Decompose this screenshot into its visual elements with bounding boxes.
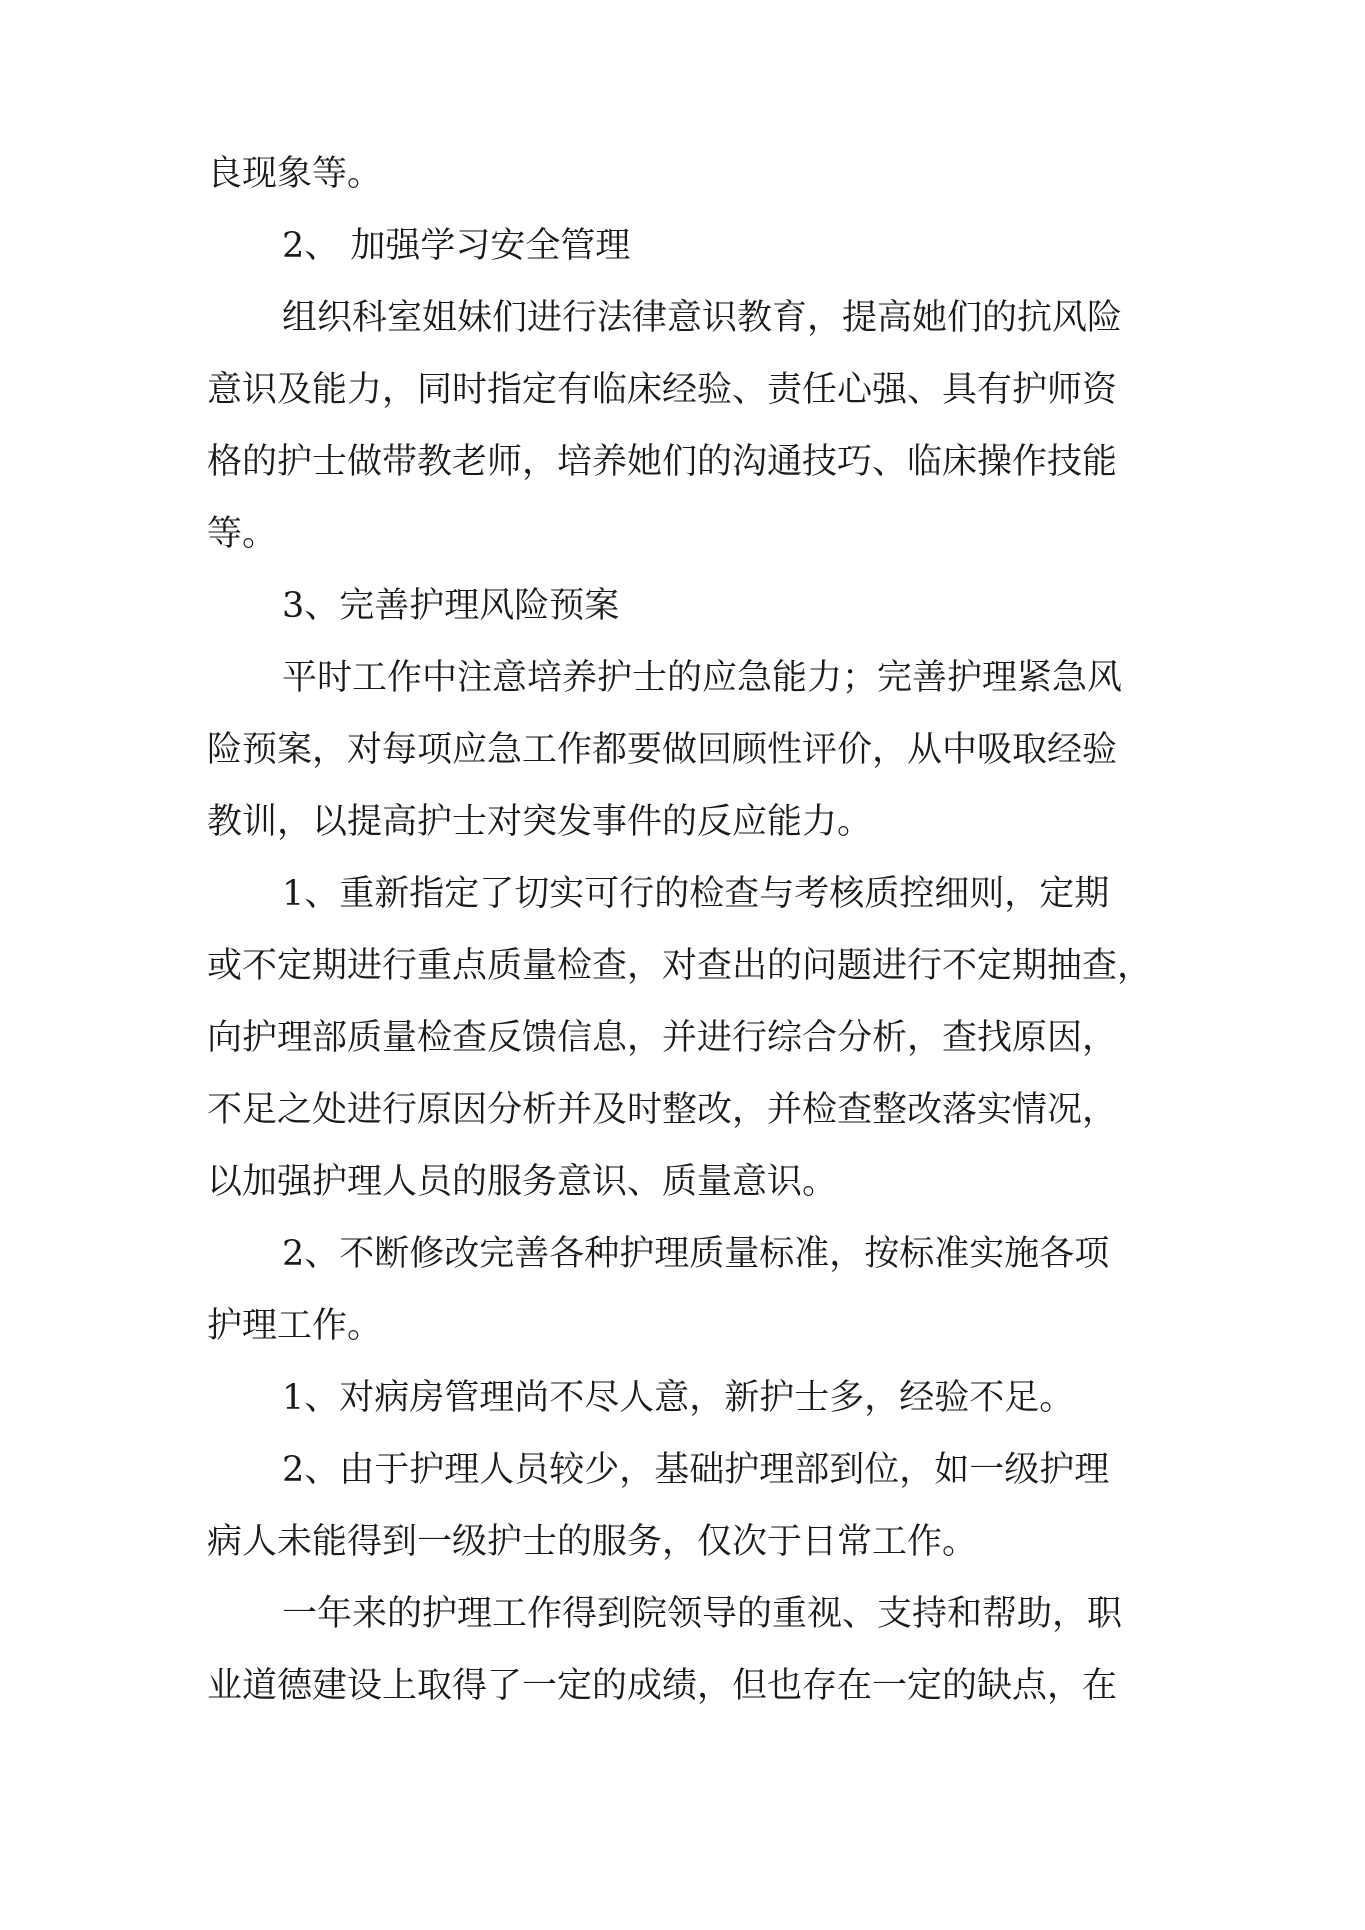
section-heading: 3、完善护理风险预案: [282, 586, 620, 626]
text-line: 病人未能得到一级护士的服务，仅次于日常工作。: [207, 1522, 978, 1562]
text-line: 意识及能力，同时指定有临床经验、责任心强、具有护师资: [207, 370, 1118, 410]
text-line: 格的护士做带教老师，培养她们的沟通技巧、临床操作技能: [207, 442, 1118, 482]
text-line: 1、对病房管理尚不尽人意，新护士多，经验不足。: [282, 1378, 1075, 1418]
text-line: 2、由于护理人员较少，基础护理部到位，如一级护理: [282, 1450, 1110, 1490]
section-heading: 2、 加强学习安全管理: [282, 226, 631, 266]
text-line: 或不定期进行重点质量检查，对查出的问题进行不定期抽查，: [207, 946, 1153, 986]
text-line: 2、不断修改完善各种护理质量标准，按标准实施各项: [282, 1234, 1110, 1274]
text-line: 向护理部质量检查反馈信息，并进行综合分析，查找原因，: [207, 1018, 1118, 1058]
text-line: 一年来的护理工作得到院领导的重视、支持和帮助，职: [282, 1594, 1123, 1634]
text-line: 1、重新指定了切实可行的检查与考核质控细则，定期: [282, 874, 1110, 914]
text-line: 护理工作。: [207, 1306, 383, 1346]
text-line: 业道德建设上取得了一定的成绩，但也存在一定的缺点，在: [207, 1666, 1118, 1706]
text-line: 平时工作中注意培养护士的应急能力；完善护理紧急风: [282, 658, 1123, 698]
text-line: 险预案，对每项应急工作都要做回顾性评价，从中吸取经验: [207, 730, 1118, 770]
text-line: 教训，以提高护士对突发事件的反应能力。: [207, 802, 873, 842]
document-body: [207, 138, 1167, 1722]
text-line: 良现象等。: [207, 154, 383, 194]
text-line: 组织科室姐妹们进行法律意识教育，提高她们的抗风险: [282, 298, 1123, 338]
text-line: 不足之处进行原因分析并及时整改，并检查整改落实情况，: [207, 1090, 1118, 1130]
text-line: 等。: [207, 514, 278, 554]
text-line: 以加强护理人员的服务意识、质量意识。: [207, 1162, 838, 1202]
